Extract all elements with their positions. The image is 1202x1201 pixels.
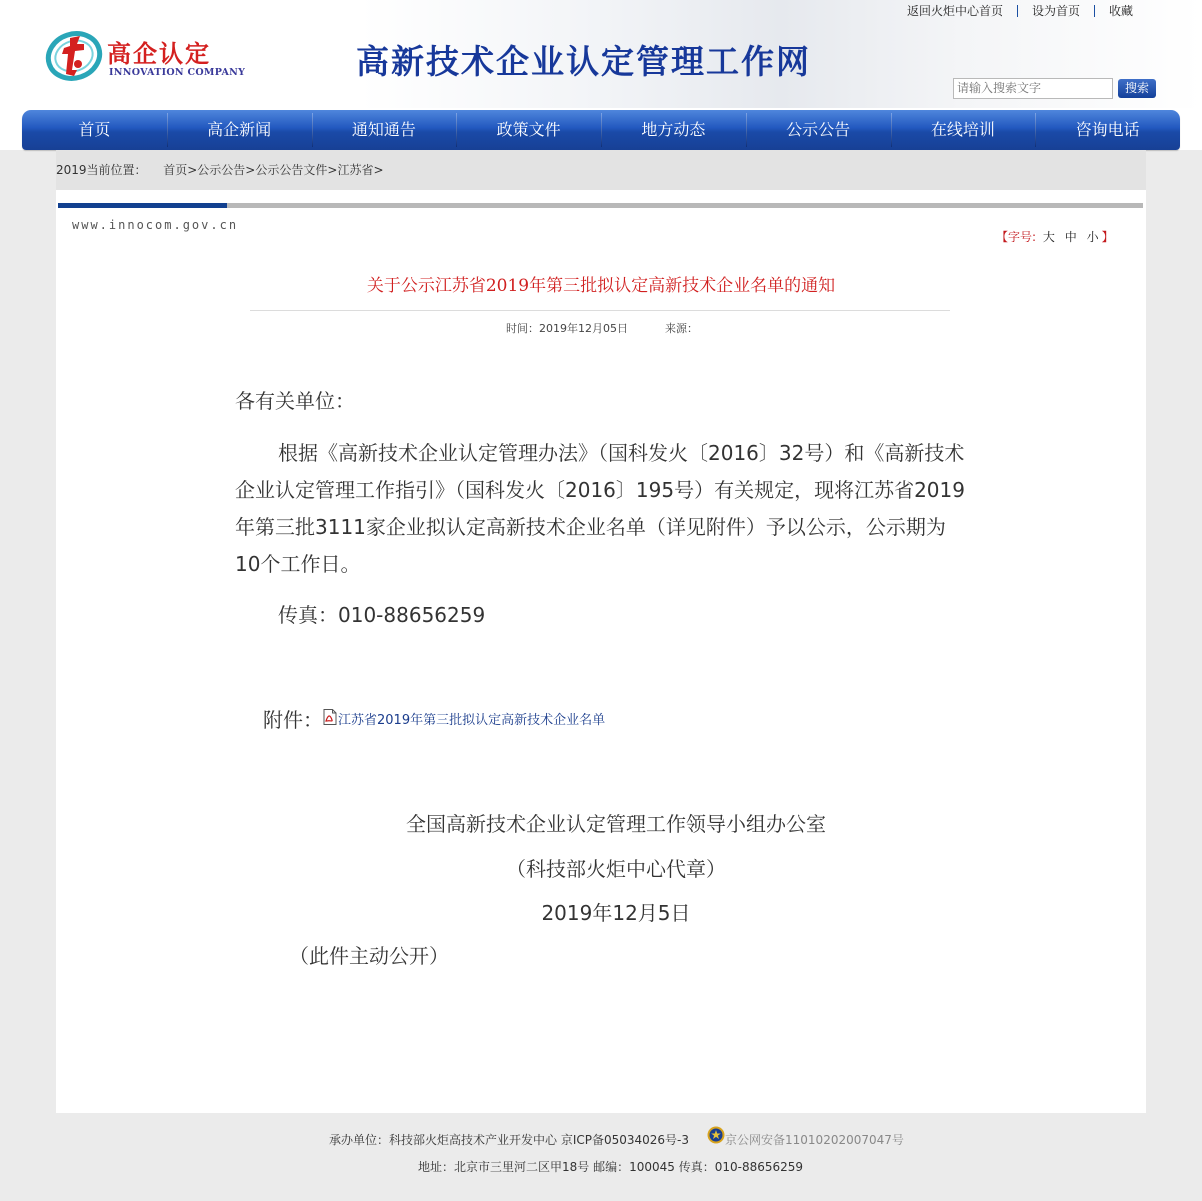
signature-seal: （科技部火炬中心代章） [506, 857, 726, 881]
breadcrumb [56, 150, 1146, 190]
time-label: 时间： [506, 322, 539, 335]
font-size-medium[interactable]: 中 [1064, 230, 1077, 244]
public-note: （此件主动公开） [289, 944, 449, 968]
set-homepage-link[interactable]: 设为首页 [1031, 4, 1080, 18]
salutation: 各有关单位： [235, 389, 355, 413]
font-size-close: 】 [1101, 230, 1114, 244]
breadcrumb-item-announcement-files[interactable]: 公示公告文件 [255, 163, 328, 177]
search-button[interactable]: 搜索 [1118, 79, 1156, 98]
title-divider [250, 310, 950, 311]
logo-subtitle: INNOVATION COMPANY [109, 67, 246, 78]
top-links [893, 2, 1147, 19]
breadcrumb-item-announcements[interactable]: 公示公告 [197, 163, 246, 177]
attachment-label: 附件： [263, 708, 323, 732]
tab-underline-active [58, 203, 227, 208]
article-body [235, 383, 965, 634]
breadcrumb-item-home[interactable]: 首页 [163, 163, 188, 177]
attachment-row [263, 704, 605, 733]
article-title: 关于公示江苏省2019年第三批拟认定高新技术企业名单的通知 [366, 276, 836, 296]
breadcrumb-item-jiangsu[interactable]: 江苏省 [337, 163, 374, 177]
publish-date: 2019年12月05日 [539, 322, 628, 335]
nav-item-local-news[interactable]: 地方动态 [601, 110, 746, 150]
site-title: 高新技术企业认定管理工作网 [356, 42, 811, 81]
article-meta [506, 320, 698, 336]
footer-police-record[interactable]: 京公网安备11010202007047号 [725, 1132, 904, 1147]
nav-item-notices[interactable]: 通知通告 [312, 110, 457, 150]
article-panel [56, 190, 1146, 1113]
logo-ring-icon [44, 24, 108, 82]
pdf-file-icon [323, 709, 337, 725]
nav-item-policies[interactable]: 政策文件 [456, 110, 601, 150]
attachment-link[interactable]: 江苏省2019年第三批拟认定高新技术企业名单 [338, 713, 606, 728]
footer-organizer: 承办单位：科技部火炬高技术产业开发中心 京ICP备05034026号-3 [329, 1132, 690, 1147]
site-domain: www.innocom.gov.cn [72, 218, 239, 232]
search-input[interactable]: 请输入搜索文字 [953, 78, 1113, 99]
nav-item-announcements[interactable]: 公示公告 [746, 110, 891, 150]
nav-item-hotline[interactable]: 咨询电话 [1035, 110, 1180, 150]
breadcrumb-separator: > [245, 163, 256, 177]
main-nav [22, 110, 1180, 150]
breadcrumb-separator: > [327, 163, 338, 177]
logo-title: 高企认定 [107, 40, 211, 68]
source-label: 来源： [665, 322, 698, 335]
nav-item-home[interactable]: 首页 [78, 120, 111, 139]
breadcrumb-prefix: 2019当前位置： [56, 163, 147, 177]
main-paragraph: 根据《高新技术企业认定管理办法》（国科发火〔2016〕32号）和《高新技术企业认定管理工作指引》（国科发火〔2016〕195号）有关规定，现将江苏省2019年第三批3111家企业拟认定高新技术企业名单（详见附件）予以公示，公示期为10个工作日。 [235, 441, 965, 576]
font-size-large[interactable]: 大 [1042, 230, 1055, 244]
breadcrumb-separator: > [187, 163, 198, 177]
footer-address: 地址：北京市三里河二区甲18号 邮编：100045 传真：010-88656259 [418, 1160, 804, 1174]
police-emblem-icon [707, 1126, 725, 1144]
bookmark-link[interactable]: 收藏 [1108, 4, 1133, 18]
font-size-label: 【字号: [996, 230, 1037, 244]
signature-org: 全国高新技术企业认定管理工作领导小组办公室 [406, 812, 826, 836]
back-to-torch-center-link[interactable]: 返回火炬中心首页 [906, 4, 1003, 18]
nav-item-online-training[interactable]: 在线培训 [891, 110, 1036, 150]
footer-organizer-row [329, 1130, 904, 1148]
site-logo[interactable] [44, 24, 244, 88]
fax-number: 传真：010-88656259 [278, 603, 486, 627]
nav-item-news[interactable]: 高企新闻 [167, 110, 312, 150]
signature-date: 2019年12月5日 [541, 901, 691, 925]
font-size-small[interactable]: 小 [1086, 230, 1099, 244]
breadcrumb-separator: > [373, 163, 384, 177]
font-size-switcher [996, 228, 1114, 245]
